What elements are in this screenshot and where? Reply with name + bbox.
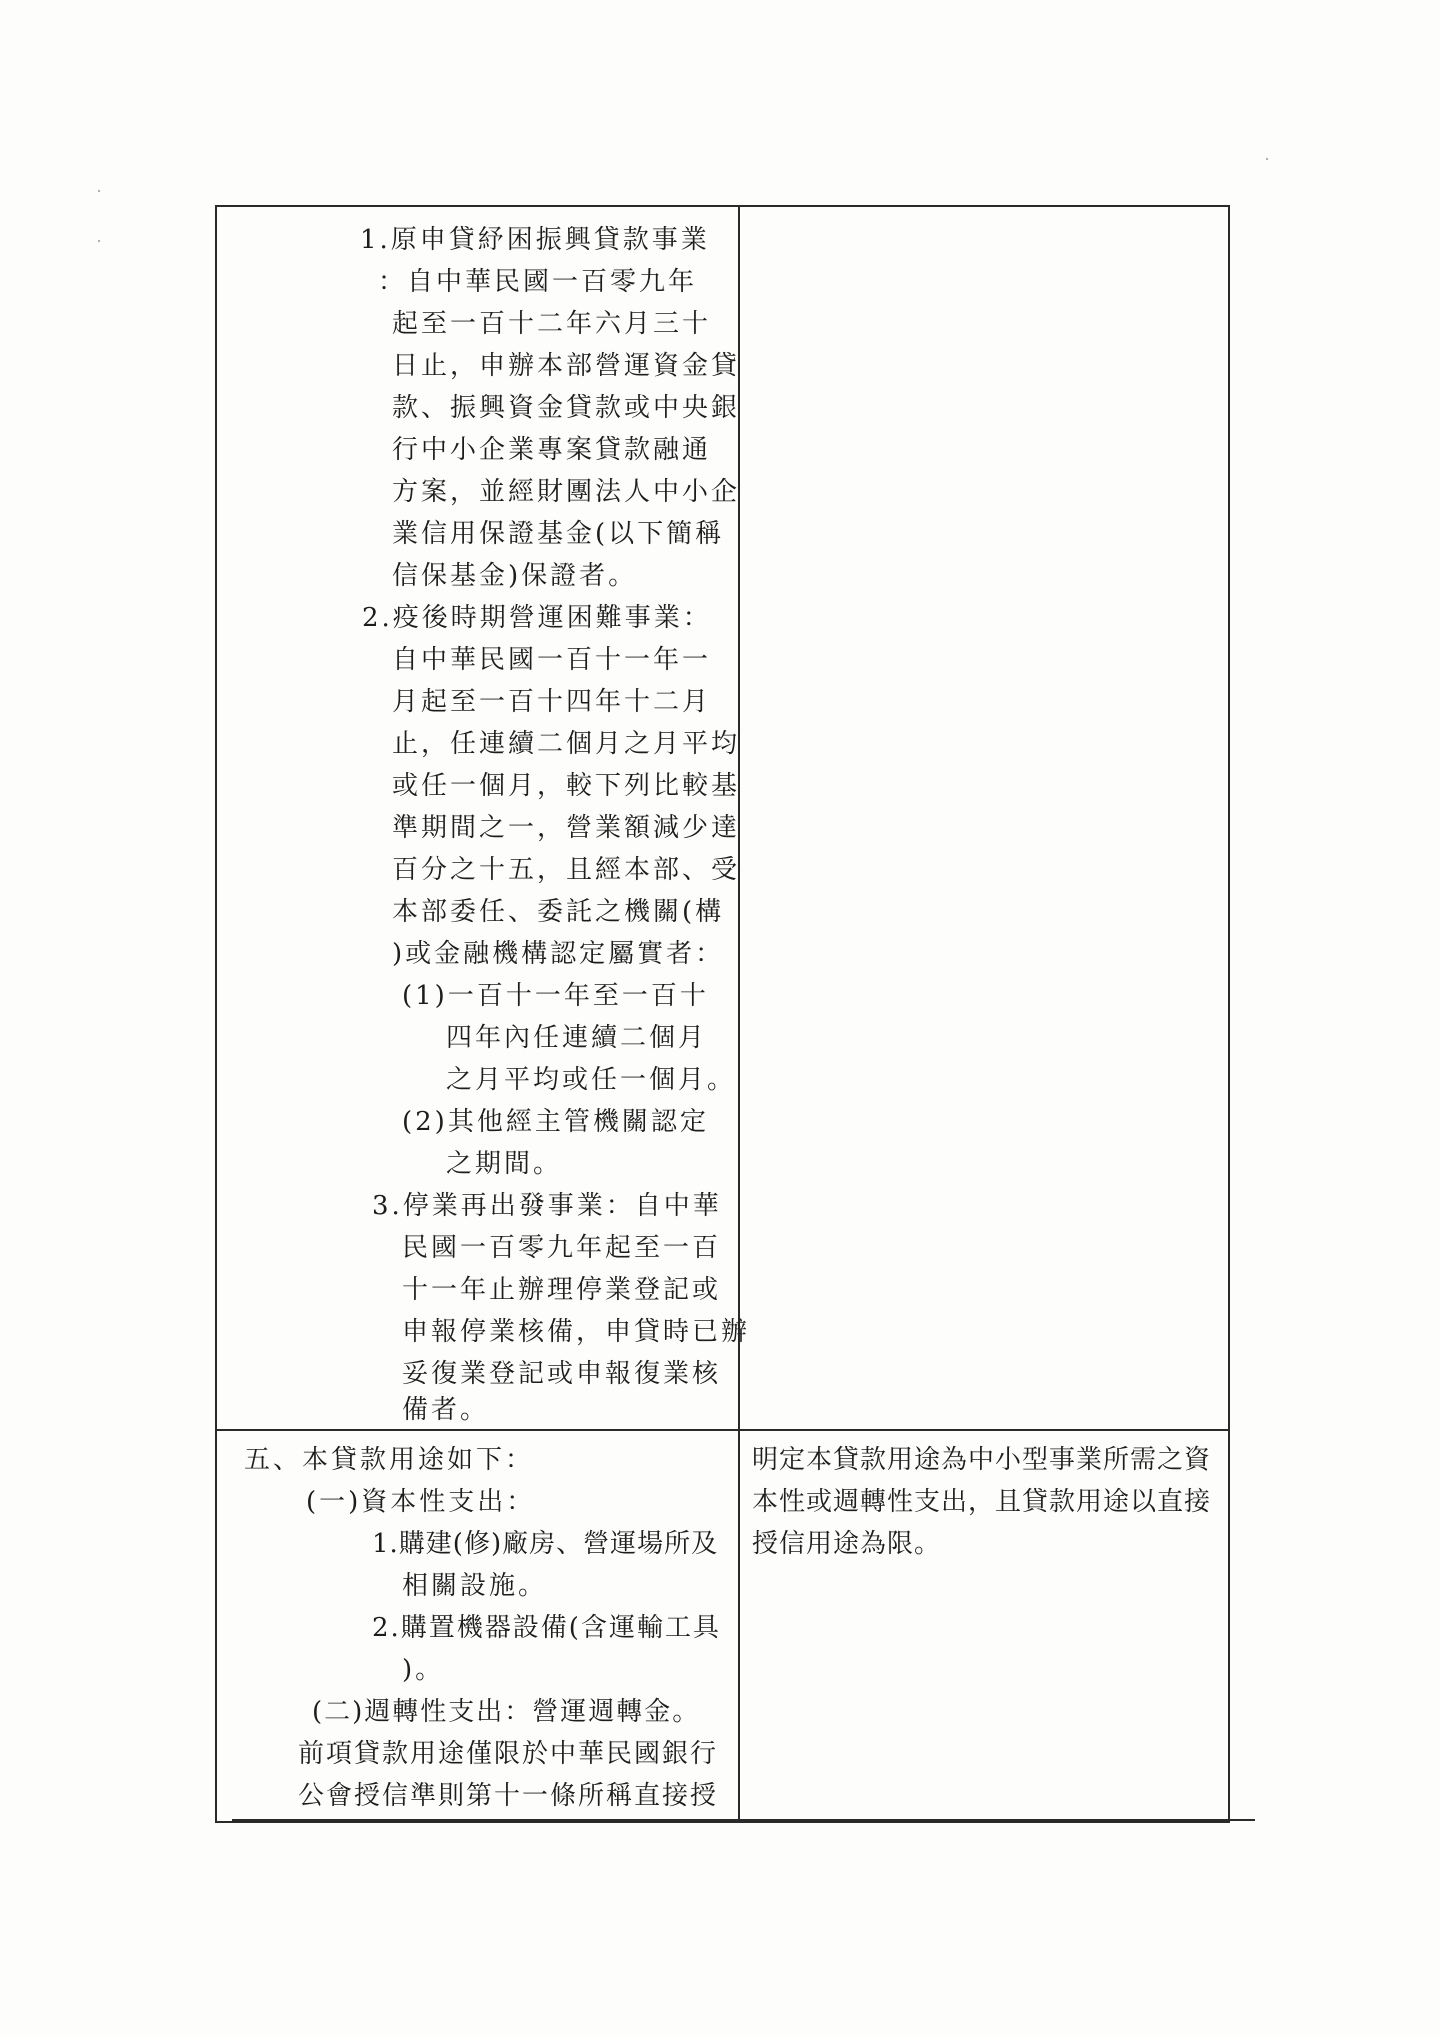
table-bottom-rule xyxy=(232,1819,1255,1821)
text-line: 前項貸款用途僅限於中華民國銀行 xyxy=(298,1739,719,1769)
text-line: 百分之十五，且經本部、受 xyxy=(392,855,741,885)
text-line: 準期間之一，營業額減少達 xyxy=(392,813,741,843)
text-line: 十一年止辦理停業登記或 xyxy=(402,1275,722,1305)
text-line: 備者。 xyxy=(402,1395,490,1425)
scan-speck xyxy=(98,190,100,192)
text-line: 本部委任、委託之機關(構 xyxy=(392,897,725,927)
row1-right-cell xyxy=(742,209,1226,1427)
text-line: 方案，並經財團法人中小企 xyxy=(392,477,741,507)
text-line: 2.疫後時期營運困難事業： xyxy=(362,603,712,633)
text-line: 五、本貸款用途如下： xyxy=(244,1445,535,1475)
text-line: )。 xyxy=(402,1655,445,1685)
text-line: 授信用途為限。 xyxy=(752,1529,942,1559)
text-line: 或任一個月，較下列比較基 xyxy=(392,771,741,801)
table-row-divider xyxy=(215,1429,1230,1431)
text-line: 自中華民國一百十一年一 xyxy=(392,645,712,675)
text-line: (二)週轉性支出：營運週轉金。 xyxy=(312,1697,701,1727)
text-line: 民國一百零九年起至一百 xyxy=(402,1233,722,1263)
text-line: 信保基金)保證者。 xyxy=(392,561,638,591)
text-line: 業信用保證基金(以下簡稱 xyxy=(392,519,725,549)
scan-speck xyxy=(1266,158,1268,160)
text-line: 之月平均或任一個月。 xyxy=(446,1065,737,1095)
text-line: 本性或週轉性支出，且貸款用途以直接 xyxy=(752,1487,1212,1517)
text-line: 行中小企業專案貸款融通 xyxy=(392,435,712,465)
text-line: )或金融機構認定屬實者： xyxy=(392,939,725,969)
text-line: 相關設施。 xyxy=(402,1571,548,1601)
text-line: 申報停業核備，申貸時已辦 xyxy=(402,1317,751,1347)
text-line: 1.原申貸紓困振興貸款事業 xyxy=(360,225,710,255)
text-line: (1)一百十一年至一百十 xyxy=(402,981,709,1011)
text-line: ：自中華民國一百零九年 xyxy=(378,267,698,297)
text-line: 公會授信準則第十一條所稱直接授 xyxy=(298,1781,719,1811)
text-line: 月起至一百十四年十二月 xyxy=(392,687,712,717)
text-line: (2)其他經主管機關認定 xyxy=(402,1107,709,1137)
text-line: 2.購置機器設備(含運輸工具 xyxy=(372,1613,721,1643)
text-line: 1.購建(修)廠房、營運場所及 xyxy=(372,1529,719,1559)
text-line: 日止，申辦本部營運資金貸 xyxy=(392,351,741,381)
text-line: 之期間。 xyxy=(446,1149,563,1179)
text-line: (一)資本性支出： xyxy=(306,1487,536,1517)
text-line: 3.停業再出發事業：自中華 xyxy=(372,1191,722,1221)
text-line: 止，任連續二個月之月平均 xyxy=(392,729,741,759)
scan-speck xyxy=(98,240,100,242)
table-column-divider xyxy=(738,205,740,1823)
text-line: 妥復業登記或申報復業核 xyxy=(402,1359,722,1389)
text-line: 款、振興資金貸款或中央銀 xyxy=(392,393,741,423)
text-line: 起至一百十二年六月三十 xyxy=(392,309,712,339)
text-line: 明定本貸款用途為中小型事業所需之資 xyxy=(752,1445,1212,1475)
text-line: 四年內任連續二個月 xyxy=(446,1023,708,1053)
